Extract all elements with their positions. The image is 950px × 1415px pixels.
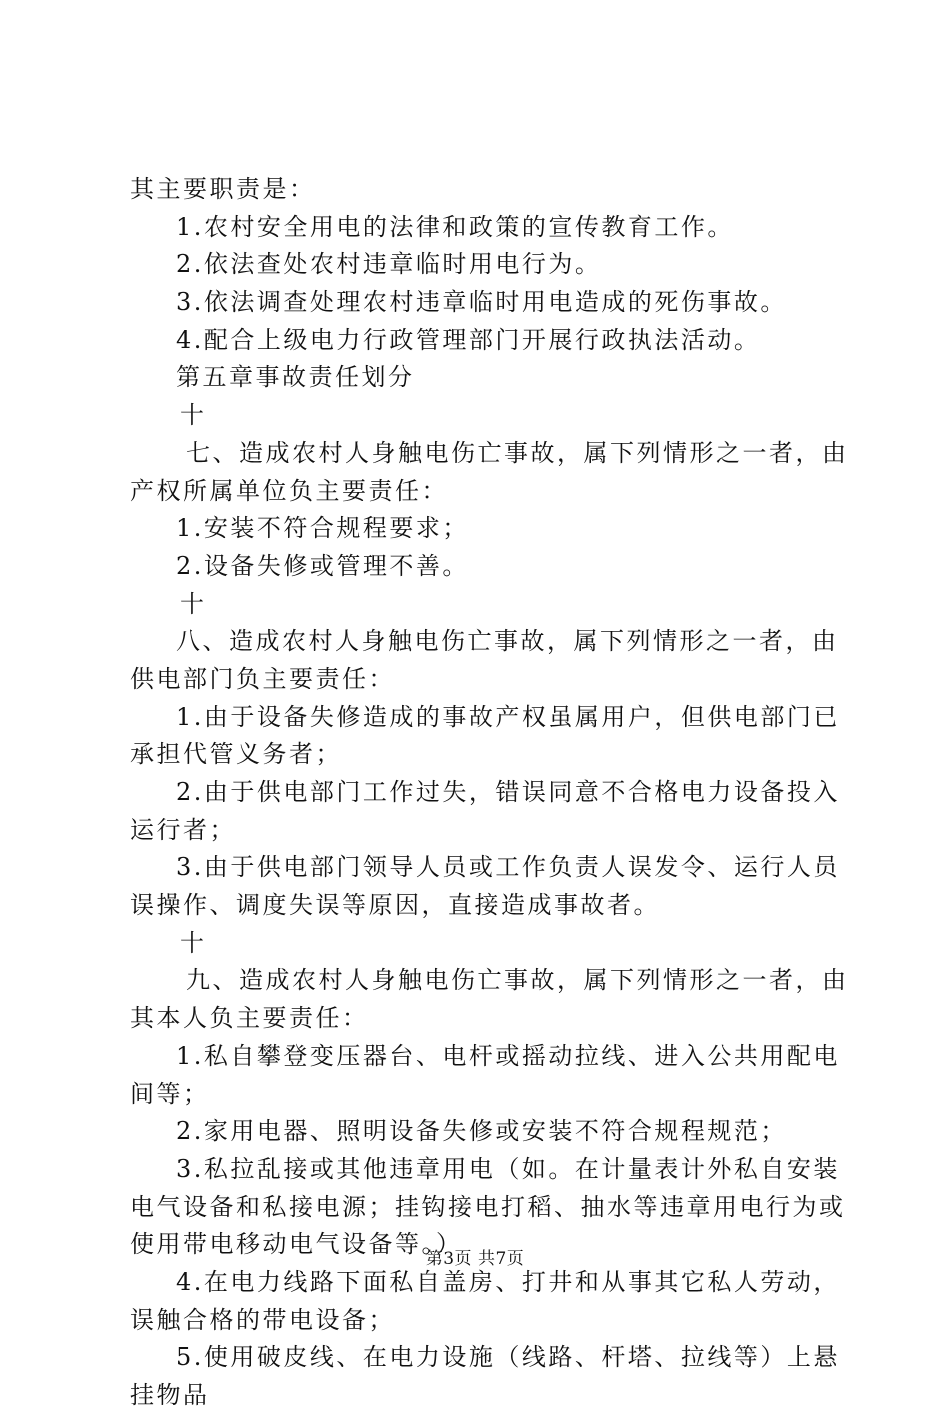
text-line: 十 xyxy=(180,589,207,618)
page-indicator: 第3页 共7页 xyxy=(425,1249,525,1269)
text-line: 1.私自攀登变压器台、电杆或摇动拉线、进入公共用配电 xyxy=(176,1041,840,1070)
text-line: 2.设备失修或管理不善。 xyxy=(176,551,469,580)
text-line: 间等； xyxy=(130,1079,210,1108)
text-line: 使用带电移动电气设备等。） xyxy=(130,1230,463,1259)
text-line: 误触合格的带电设备； xyxy=(130,1305,395,1334)
text-line: 十 xyxy=(180,401,207,430)
text-line: 1.由于设备失修造成的事故产权虽属用户，但供电部门已 xyxy=(176,702,840,731)
text-line: 电气设备和私接电源；挂钩接电打稻、抽水等违章用电行为或 xyxy=(130,1192,846,1221)
text-line: 2.由于供电部门工作过失，错误同意不合格电力设备投入 xyxy=(176,778,840,806)
text-line: 3.依法调查处理农村违章临时用电造成的死伤事故。 xyxy=(176,288,787,317)
text-line: 产权所属单位负主要责任： xyxy=(130,476,448,505)
text-line: 供电部门负主要责任： xyxy=(130,664,395,693)
text-line: 3.由于供电部门领导人员或工作负责人误发令、运行人员 xyxy=(176,853,840,882)
text-line: 3.私拉乱接或其他违章用电（如。在计量表计外私自安装 xyxy=(176,1154,840,1183)
text-line: 4.配合上级电力行政管理部门开展行政执法活动。 xyxy=(176,325,761,354)
text-line: 5.使用破皮线、在电力设施（线路、杆塔、拉线等）上悬 xyxy=(176,1343,840,1372)
text-line: 1.安装不符合规程要求； xyxy=(176,514,469,543)
text-line: 挂物品 xyxy=(130,1381,210,1409)
text-line: 其本人负主要责任： xyxy=(130,1004,369,1033)
text-line: 承担代管义务者； xyxy=(130,740,342,769)
text-line: 运行者； xyxy=(130,815,236,844)
text-line: 2.依法查处农村违章临时用电行为。 xyxy=(176,250,602,279)
text-line: 七、造成农村人身触电伤亡事故，属下列情形之一者，由 xyxy=(186,438,849,467)
text-line: 误操作、调度失误等原因，直接造成事故者。 xyxy=(130,891,660,920)
chapter-heading: 第五章事故责任划分 xyxy=(176,363,415,392)
text-line: 1.农村安全用电的法律和政策的宣传教育工作。 xyxy=(176,212,734,241)
text-line: 4.在电力线路下面私自盖房、打井和从事其它私人劳动， xyxy=(176,1267,840,1296)
text-line: 2.家用电器、照明设备失修或安装不符合规程规范； xyxy=(176,1117,787,1146)
text-line: 九、造成农村人身触电伤亡事故，属下列情形之一者，由 xyxy=(186,966,849,995)
document-body xyxy=(130,171,849,1415)
text-line: 八、造成农村人身触电伤亡事故，属下列情形之一者，由 xyxy=(176,627,839,656)
text-line: 十 xyxy=(180,928,207,957)
text-line: 其主要职责是： xyxy=(130,175,316,203)
